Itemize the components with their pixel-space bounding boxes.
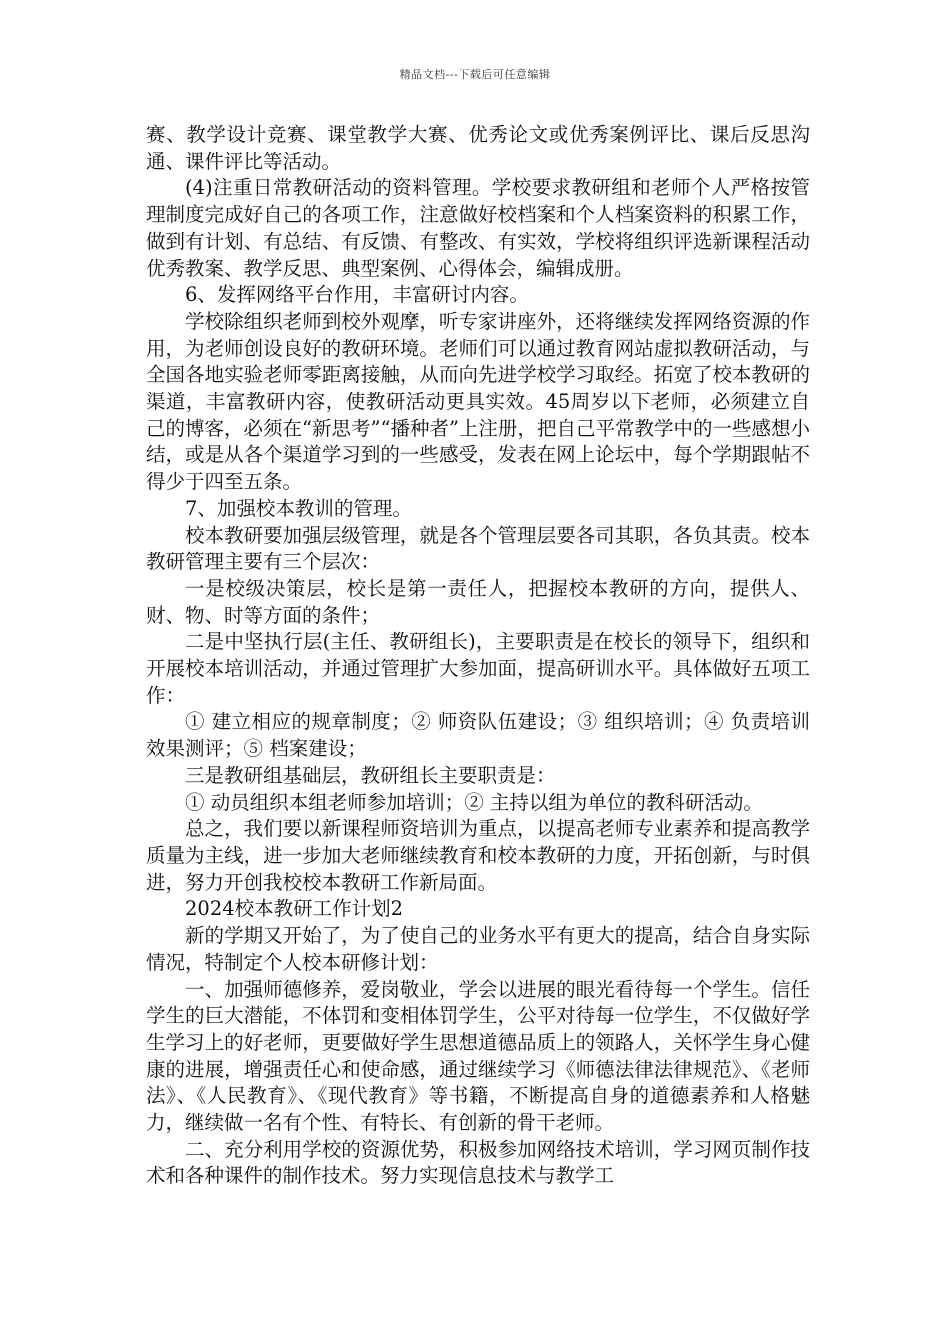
paragraph: 6、发挥网络平台作用，丰富研讨内容。 (185, 283, 529, 307)
paragraph: 二、充分利用学校的资源优势，积极参加网络技术培训，学习网页制作技术和各种课件的制作技术。努力实现信息技术与教学工 (146, 1137, 810, 1188)
paragraph: ① 动员组织本组老师参加培训；② 主持以组为单位的教科研活动。 (185, 790, 763, 814)
page-header: 精品文档---下载后可任意编辑 (399, 68, 551, 81)
paragraph: 赛、教学设计竞赛、课堂教学大赛、优秀论文或优秀案例评比、课后反思沟通、课件评比等活动。 (146, 123, 810, 173)
paragraph: ① 建立相应的规章制度；② 师资队伍建设；③ 组织培训；④ 负责培训效果测评；⑤ 档案建设； (146, 710, 810, 761)
paragraph: 新的学期又开始了，为了使自己的业务水平有更大的提高，结合自身实际情况，特制定个人校本研修计划： (146, 924, 810, 974)
paragraph: 学校除组织老师到校外观摩，听专家讲座外，还将继续发挥网络资源的作用，为老师创设良好的教研环境。老师们可以通过教育网站虚拟教研活动，与全国各地实验老师零距离接触，从而向先进学校学习取经。拓宽了校本教研的渠道，丰富教研内容，使教研活动更具实效。45周岁以下老师，必须建立自己的博客，必须在“新思考”“播种者”上注册，把自己平常教学中的一些感想小结，或是从各个渠道学习到的一些感受，发表在网上论坛中，每个学期跟帖不得少于四至五条。 (146, 309, 810, 494)
paragraph: 总之，我们要以新课程师资培训为重点，以提高老师专业素养和提高教学质量为主线，进一步加大老师继续教育和校本教研的力度，开拓创新，与时俱进，努力开创我校校本教研工作新局面。 (146, 817, 810, 894)
paragraph: 二是中坚执行层(主任、教研组长)，主要职责是在校长的领导下，组织和开展校本培训活动，并通过管理扩大参加面，提高研训水平。具体做好五项工作： (146, 630, 810, 707)
paragraph: 2024校本教研工作计划2 (185, 897, 404, 921)
document-body (146, 122, 810, 1190)
paragraph: 一、加强师德修养，爱岗敬业，学会以进展的眼光看待每一个学生。信任学生的巨大潜能，不体罚和变相体罚学生，公平对待每一位学生，不仅做好学生学习上的好老师，更要做好学生思想道德品质上的领路人，关怀学生身心健康的进展，增强责任心和使命感，通过继续学习《师德法律法律规范》、《老师法》、《人民教育》、《现代教育》等书籍，不断提高自身的道德素养和人格魅力，继续做一名有个性、有特长、有创新的骨干老师。 (146, 977, 810, 1135)
paragraph: 校本教研要加强层级管理，就是各个管理层要各司其职，各负其责。校本教研管理主要有三个层次： (146, 523, 810, 574)
paragraph: 三是教研组基础层，教研组长主要职责是： (185, 763, 556, 787)
paragraph: 一是校级决策层，校长是第一责任人，把握校本教研的方向，提供人、财、物、时等方面的条件； (146, 576, 810, 627)
paragraph: 7、加强校本教训的管理。 (185, 496, 412, 520)
paragraph: (4)注重日常教研活动的资料管理。学校要求教研组和老师个人严格按管理制度完成好自己的各项工作，注意做好校档案和个人档案资料的积累工作，做到有计划、有总结、有反馈、有整改、有实效，学校将组织评选新课程活动优秀教案、教学反思、典型案例、心得体会，编辑成册。 (146, 176, 810, 280)
